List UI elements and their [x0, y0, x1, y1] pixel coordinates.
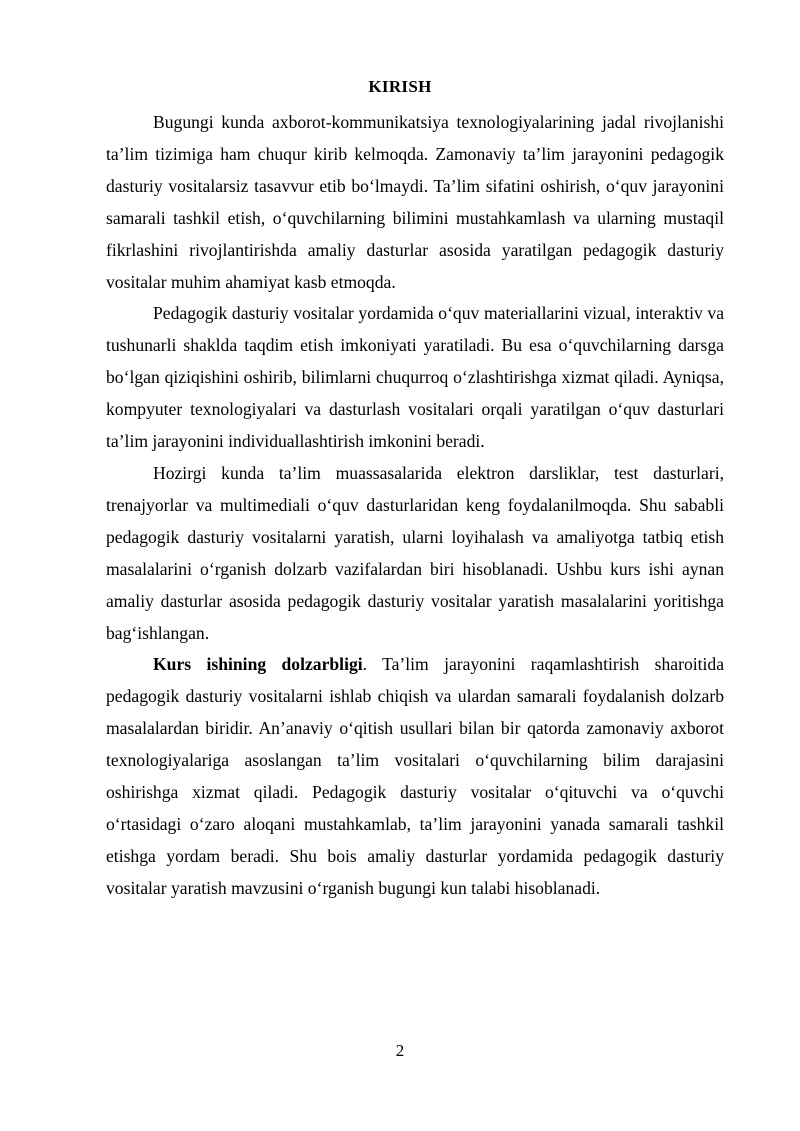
paragraph-3-text: Hozirgi kunda ta’lim muassasalarida elektron darsliklar, test dasturlari, trenajyorlar va multimediali o‘quv dasturlaridan keng foydalanilmoqda. Shu sababli pedagogik dasturiy vositalarni yaratish, ularni loyihalash va amaliyotga tatbiq etish masalalarini o‘rganish dolzarb vazifalardan biri hisoblanadi. Ushbu kurs ishi aynan amaliy dasturlar asosida pedagogik dasturiy vositalar yaratish masalalarini yoritishga bag‘ishlangan.: [106, 462, 724, 643]
page-number: 2: [395, 1041, 405, 1060]
section-title: KIRISH: [368, 77, 432, 96]
paragraph-4: [106, 649, 724, 904]
paragraph-1: [106, 107, 724, 298]
paragraph-3: [106, 458, 724, 649]
paragraph-4-text: . Ta’lim jarayonini raqamlashtirish sharoitida pedagogik dasturiy vositalarni ishlab chiqish va ulardan samarali foydalanish dolzarb masalalardan biridir. An’anaviy o‘qitish usullari bilan bir qatorda zamonaviy axborot texnologiyalariga asoslangan ta’lim vositalari o‘quvchilarning bilim darajasini oshirishga xizmat qiladi. Pedagogik dasturiy vositalar o‘qituvchi va o‘quvchi o‘rtasidagi o‘zaro aloqani mustahkamlab, ta’lim jarayonini yanada samarali tashkil etishga yordam beradi. Shu bois amaliy dasturlar yordamida pedagogik dasturiy vositalar yaratish mavzusini o‘rganish bugungi kun talabi hisoblanadi.: [106, 654, 725, 898]
document-body: [106, 107, 724, 905]
paragraph-4-lead: Kurs ishining dolzarbligi: [153, 654, 363, 675]
paragraph-1-text: Bugungi kunda axborot-kommunikatsiya texnologiyalarining jadal rivojlanishi ta’lim tizimiga ham chuqur kirib kelmoqda. Zamonaviy ta’lim jarayonini pedagogik dasturiy vositalarsiz tasavvur etib bo‘lmaydi. Ta’lim sifatini oshirish, o‘quv jarayonini samarali tashkil etish, o‘quvchilarning bilimini mustahkamlash va ularning mustaqil fikrlashini rivojlantirishda amaliy dasturlar asosida yaratilgan pedagogik dasturiy vositalar muhim ahamiyat kasb etmoqda.: [106, 112, 724, 292]
paragraph-2: [106, 298, 724, 458]
paragraph-2-text: Pedagogik dasturiy vositalar yordamida o‘quv materiallarini vizual, interaktiv va tushunarli shaklda taqdim etish imkoniyati yaratiladi. Bu esa o‘quvchilarning darsga bo‘lgan qiziqishini oshirib, bilimlarni chuqurroq o‘zlashtirishga xizmat qiladi. Ayniqsa, kompyuter texnologiyalari va dasturlash vositalari orqali yaratilgan o‘quv dasturlari ta’lim jarayonini individuallashtirish imkonini beradi.: [106, 303, 724, 452]
